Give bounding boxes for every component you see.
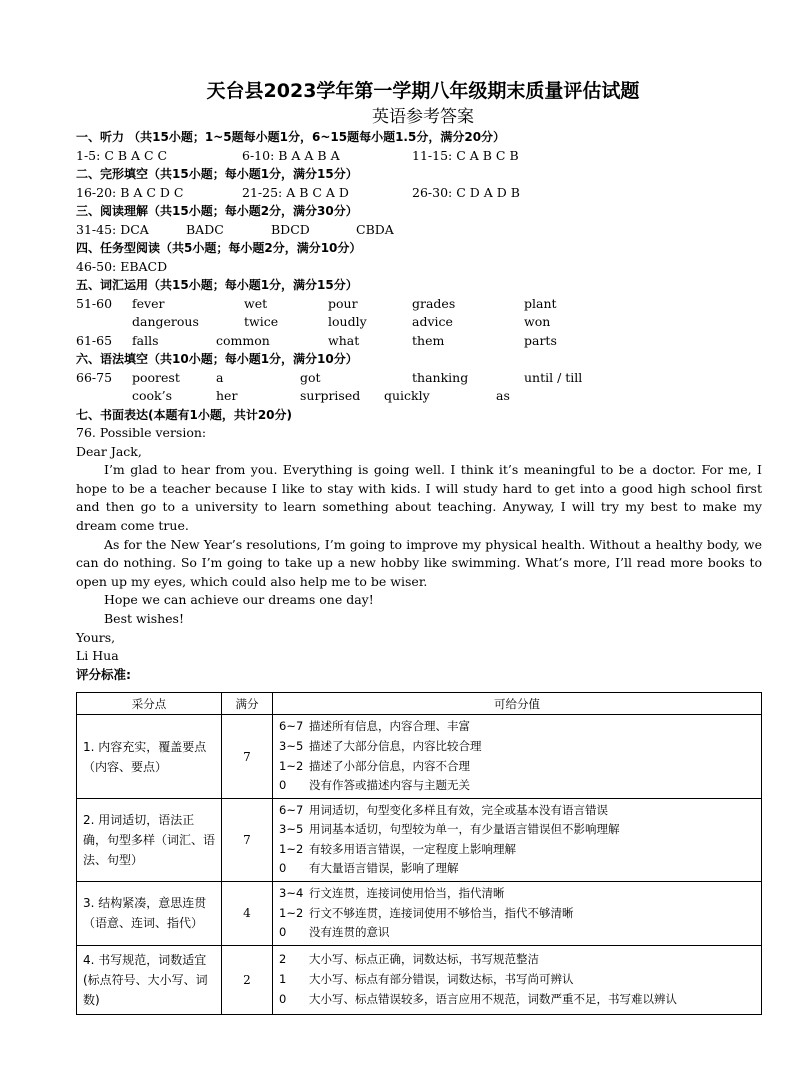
rubric-level: 2 大小写、标点正确，词数达标，书写规范整洁 — [279, 952, 539, 967]
answer-word: grades — [412, 295, 456, 311]
answer-word: until / till — [524, 369, 583, 385]
answer-group: BDCD — [271, 221, 310, 237]
answer-row — [76, 258, 762, 277]
answer-row — [76, 147, 762, 166]
answer-group: 21-25: A B C A D — [242, 184, 349, 200]
answer-group: 11-15: C A B C B — [412, 147, 519, 163]
answer-group: 31-45: DCA — [76, 221, 149, 237]
rubric-level: 0 没有作答或描述内容与主题无关 — [279, 778, 470, 793]
answer-sheet — [76, 78, 762, 1015]
page-subtitle: 英语参考答案 — [372, 107, 474, 127]
answer-word: thanking — [412, 369, 469, 385]
answer-row — [76, 387, 762, 406]
rubric-max: 4 — [222, 882, 273, 946]
rubric-criterion: 1. 内容充实，覆盖要点（内容、要点） — [77, 715, 222, 798]
answer-row — [76, 221, 762, 240]
rubric-level: 6~7 用词适切，句型变化多样且有效，完全或基本没有语言错误 — [279, 802, 608, 817]
rubric-level: 1~2 行文不够连贯，连接词使用不够恰当，指代不够清晰 — [279, 905, 574, 920]
answer-word: loudly — [328, 314, 367, 329]
answer-word: twice — [244, 314, 279, 329]
section-heading: 三、阅读理解（共15小题；每小题2分，满分30分） — [76, 204, 358, 218]
header-criterion: 采分点 — [77, 693, 222, 715]
rubric-label: 评分标准: — [76, 666, 131, 682]
rubric-level: 1~2 有较多用语言错误，一定程度上影响理解 — [279, 841, 516, 856]
rubric-max: 7 — [222, 798, 273, 881]
rubric-level: 0 有大量语言错误，影响了理解 — [279, 861, 459, 876]
answer-range: 61-65 — [76, 332, 113, 348]
answer-group: CBDA — [356, 221, 394, 237]
rubric-criterion: 2. 用词适切，语法正确，句型多样（词汇、语法、句型） — [77, 798, 222, 881]
header-max: 满分 — [222, 693, 273, 715]
answer-word: dangerous — [132, 314, 199, 329]
answer-range: 66-75 — [76, 369, 113, 385]
rubric-level: 1 大小写、标点有部分错误，词数达标，书写尚可辨认 — [279, 972, 574, 987]
essay-signature: Li Hua — [76, 648, 119, 664]
section-heading: 一、听力 （共15小题；1~5题每小题1分，6~15题每小题1.5分，满分20分） — [76, 130, 506, 144]
rubric-header-row — [77, 693, 762, 715]
answer-row — [76, 332, 762, 351]
essay-wishes: Best wishes! — [104, 610, 184, 626]
essay-closing: Yours, — [76, 629, 116, 645]
essay-paragraph: I’m glad to hear from you. Everything is going well. I think it’s meaningful to be a doctor. For me, I hope to be a teacher because I like to stay with kids. I will study hard to get into a good high school first and then go to a university to learn something about teaching. Anyway, I will try my best to make my dream come true. — [76, 462, 762, 533]
rubric-row — [77, 945, 762, 1014]
answer-group: 16-20: B A C D C — [76, 184, 184, 200]
section-heading: 四、任务型阅读（共5小题；每小题2分，满分10分） — [76, 241, 362, 255]
answer-word: what — [328, 332, 360, 348]
answer-group: 6-10: B A A B A — [242, 147, 340, 163]
rubric-max: 2 — [222, 945, 273, 1014]
rubric-level: 3~5 用词基本适切，句型较为单一，有少量语言错误但不影响理解 — [279, 822, 620, 837]
answer-group: 1-5: C B A C C — [76, 147, 168, 163]
answer-range: 51-60 — [76, 295, 113, 311]
answer-group: BADC — [186, 221, 224, 237]
answer-word: them — [412, 332, 445, 348]
answer-word: surprised — [300, 388, 361, 403]
rubric-levels — [273, 715, 762, 798]
answer-word: plant — [524, 295, 557, 311]
essay-intro: 76. Possible version: — [76, 425, 207, 440]
rubric-max: 7 — [222, 715, 273, 798]
rubric-level: 0 没有连贯的意识 — [279, 925, 390, 940]
rubric-level: 6~7 描述所有信息，内容合理、丰富 — [279, 719, 470, 734]
rubric-row — [77, 882, 762, 946]
rubric-table — [76, 692, 762, 1015]
rubric-criterion: 3. 结构紧凑，意思连贯（语意、连词、指代） — [77, 882, 222, 946]
answer-word: common — [216, 332, 270, 348]
answer-word: a — [216, 369, 224, 385]
page-title: 天台县2023学年第一学期八年级期末质量评估试题 — [206, 80, 640, 102]
rubric-level: 3~5 描述了大部分信息，内容比较合理 — [279, 738, 482, 753]
answer-word: quickly — [384, 388, 430, 403]
essay-greeting: Dear Jack, — [76, 443, 142, 459]
rubric-levels — [273, 945, 762, 1014]
rubric-levels — [273, 798, 762, 881]
section-heading: 六、语法填空（共10小题；每小题1分，满分10分） — [76, 352, 358, 366]
answer-word: falls — [132, 332, 159, 348]
answer-word: pour — [328, 295, 358, 311]
answer-group: 26-30: C D A D B — [412, 184, 520, 200]
rubric-level: 1~2 描述了小部分信息，内容不合理 — [279, 758, 470, 773]
answer-word: got — [300, 369, 321, 385]
answer-word: won — [524, 314, 551, 329]
answer-word: advice — [412, 314, 453, 329]
rubric-row — [77, 715, 762, 798]
answer-row — [76, 184, 762, 203]
answer-word: as — [496, 388, 510, 403]
answer-word: fever — [132, 295, 165, 311]
answer-word: parts — [524, 332, 557, 348]
answer-row — [76, 313, 762, 332]
rubric-criterion: 4. 书写规范，词数适宜(标点符号、大小写、词数) — [77, 945, 222, 1014]
answer-word: poorest — [132, 369, 180, 385]
header-levels: 可给分值 — [273, 693, 762, 715]
answer-word: wet — [244, 295, 268, 311]
section-heading: 七、书面表达(本题有1小题，共计20分) — [76, 407, 293, 422]
answer-group: 46-50: EBACD — [76, 258, 168, 274]
rubric-levels — [273, 882, 762, 946]
essay-paragraph: Hope we can achieve our dreams one day! — [104, 592, 374, 608]
answer-row — [76, 295, 762, 314]
section-heading: 二、完形填空（共15小题；每小题1分，满分15分） — [76, 167, 358, 181]
rubric-row — [77, 798, 762, 881]
answer-row — [76, 369, 762, 388]
answer-word: her — [216, 388, 238, 403]
essay-paragraph: As for the New Year’s resolutions, I’m going to improve my physical health. Without a healthy body, we can do nothing. So I’m going to take up a new hobby like swimming. What’s more, I’ll read more books to open up my eyes, which could also help me to be wiser. — [76, 536, 762, 589]
rubric-level: 0 大小写、标点错误较多，语言应用不规范，词数严重不足，书写难以辨认 — [279, 991, 677, 1006]
section-heading: 五、词汇运用（共15小题；每小题1分，满分15分） — [76, 278, 358, 292]
answer-word: cook’s — [132, 388, 173, 403]
rubric-level: 3~4 行文连贯，连接词使用恰当，指代清晰 — [279, 886, 505, 901]
